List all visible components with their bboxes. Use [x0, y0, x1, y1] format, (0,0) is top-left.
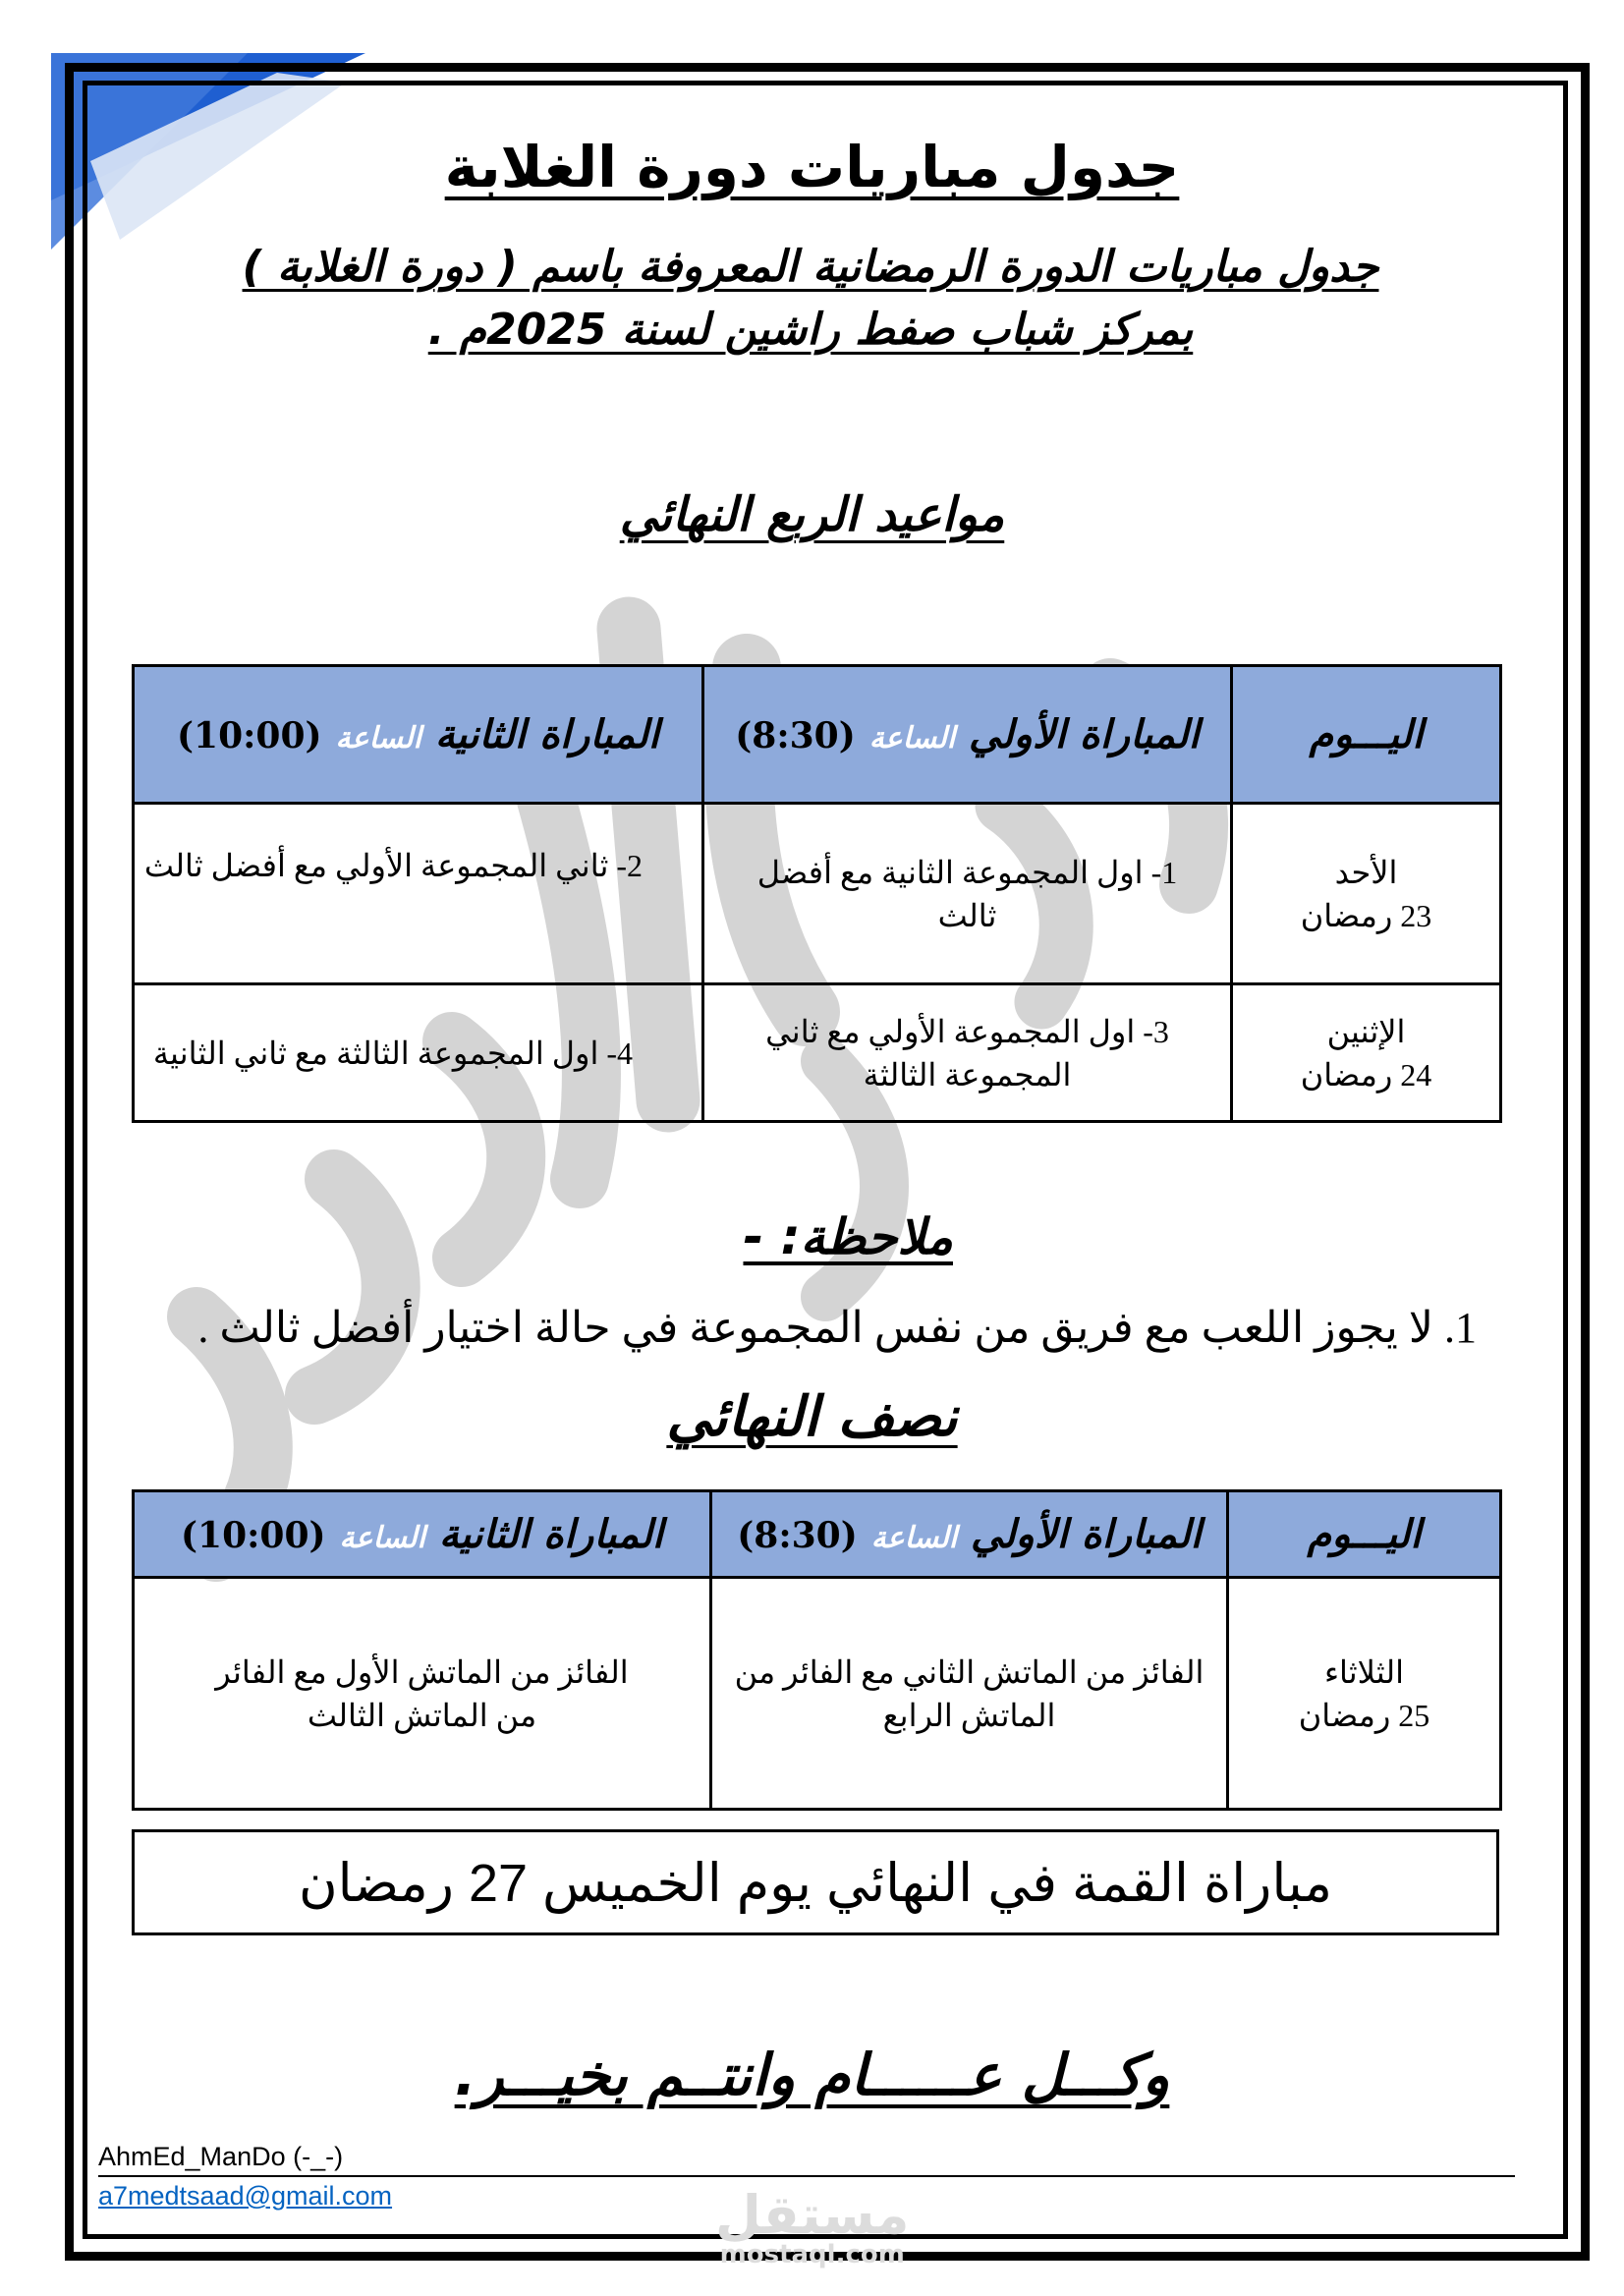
day-cell: الأحد 23 رمضان [1232, 804, 1501, 984]
quarter-final-heading: مواعيد الربع النهائي [619, 487, 1005, 542]
final-match-box: مباراة القمة في النهائي يوم الخميس 27 رمضان [132, 1829, 1499, 1935]
author-email-link[interactable]: a7medtsaad@gmail.com [98, 2181, 393, 2211]
table-row [134, 804, 1501, 984]
page-title: جدول مباريات دورة الغلابة [444, 134, 1180, 200]
header-match-2: المباراة الثانية الساعة (10:00) [134, 1491, 711, 1578]
note-title: ملاحظة: - [743, 1208, 953, 1265]
match-1-cell: 1- اول المجموعة الثانية مع أفضل ثالث [703, 804, 1232, 984]
table-row [134, 1578, 1501, 1810]
subtitle-line-2: بمركز شباب صفط راشين لسنة 2025م . [427, 305, 1194, 355]
match-1-cell: 3- اول المجموعة الأولي مع ثاني المجموعة الثالثة [703, 984, 1232, 1122]
match-2-cell: 4- اول المجموعة الثالثة مع ثاني الثانية [134, 984, 703, 1122]
header-match-1: المباراة الأولي الساعة (8:30) [703, 666, 1232, 804]
header-day: اليـــوم [1232, 666, 1501, 804]
table-row [134, 984, 1501, 1122]
header-match-1: المباراة الأولي الساعة (8:30) [711, 1491, 1228, 1578]
footer-divider [98, 2175, 1515, 2177]
match-2-cell: 2- ثاني المجموعة الأولي مع أفضل ثالث [134, 804, 703, 984]
match-2-cell: الفائز من الماتش الأول مع الفائر من الماتش الثالث [134, 1578, 711, 1810]
header-day: اليـــوم [1228, 1491, 1501, 1578]
note-text: 1. لا يجوز اللعب مع فريق من نفس المجموعة في حالة اختيار أفضل ثالث . [197, 1304, 1477, 1352]
quarter-final-table [132, 664, 1502, 1123]
match-1-cell: الفائز من الماتش الثاني مع الفائر من الماتش الرابع [711, 1578, 1228, 1810]
semi-final-heading: نصف النهائي [666, 1385, 958, 1449]
day-cell: الإثنين 24 رمضان [1232, 984, 1501, 1122]
header-match-2: المباراة الثانية الساعة (10:00) [134, 666, 703, 804]
closing-greeting: وكـــل عــــــام وانتــم بخيـــر. [454, 2042, 1170, 2108]
table-header-row [134, 1491, 1501, 1578]
author-signature: AhmEd_ManDo (-_-) [98, 2142, 344, 2171]
mostaql-watermark-logo: مستقل mostaql.com [715, 2184, 910, 2269]
day-cell: الثلاثاء 25 رمضان [1228, 1578, 1501, 1810]
semi-final-table [132, 1489, 1502, 1811]
subtitle-line-1: جدول مباريات الدورة الرمضانية المعروفة باسم ( دورة الغلابة ) [242, 242, 1379, 292]
table-header-row [134, 666, 1501, 804]
